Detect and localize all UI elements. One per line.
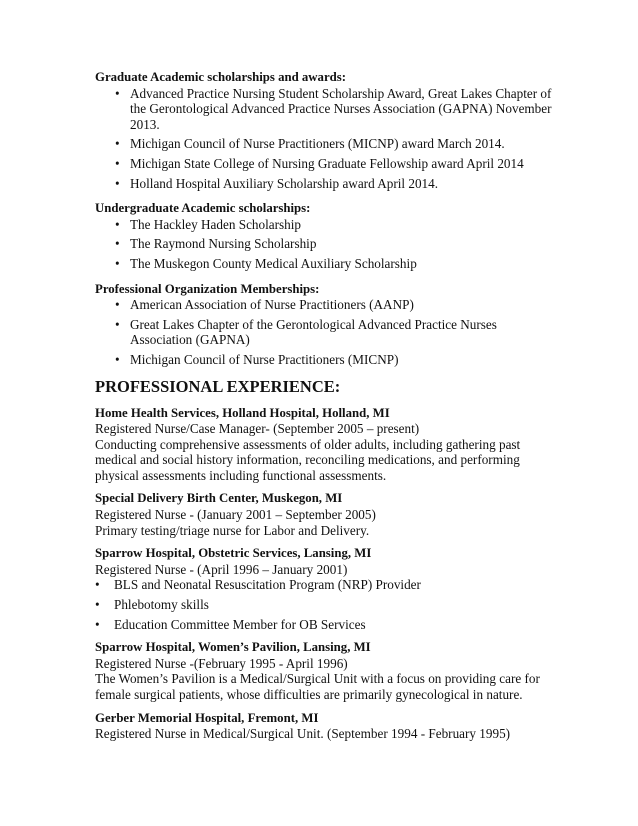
bullet-icon: • [115,136,120,152]
bullet-icon: • [115,316,120,332]
bullet-icon: • [95,577,100,593]
list-item: • The Raymond Nursing Scholarship [115,236,317,252]
bullet-icon: • [115,216,120,232]
bullet-icon: • [95,616,100,632]
list-item: • BLS and Neonatal Resuscitation Program (NRP) Provider [95,577,421,593]
job-bullets [95,577,555,632]
bullet-icon: • [115,297,120,313]
job-role: Registered Nurse - (April 1996 – January 2001) [95,561,348,577]
job-entry [95,640,555,702]
list-item: • Phlebotomy skills [95,597,209,613]
bullet-icon: • [115,351,120,367]
list-item: • The Hackley Haden Scholarship [115,216,302,232]
job-entry [95,406,555,484]
job-role: Registered Nurse in Medical/Surgical Unit. (September 1994 - February 1995) [95,726,511,742]
list-item: • Education Committee Member for OB Services [95,616,366,632]
undergraduate-scholarships-list [95,217,555,272]
job-employer: Sparrow Hospital, Women’s Pavilion, Lansing, MI [95,640,371,655]
graduate-awards-heading: Graduate Academic scholarships and awards: [95,70,346,84]
list-item: • Great Lakes Chapter of the Gerontological Advanced Practice Nurses Association (GAPNA) [115,316,497,348]
job-description: Conducting comprehensive assessments of older adults, including gathering past medical and social history information, reconciling medications, and performing physical assessments including functional assessments. [95,436,521,483]
job-role: Registered Nurse - (January 2001 – September 2005) [95,507,376,523]
list-item: • Michigan Council of Nurse Practitioners (MICNP) award March 2014. [115,136,505,152]
list-item: • American Association of Nurse Practitioners (AANP) [115,297,414,313]
list-item: • Michigan State College of Nursing Graduate Fellowship award April 2014 [115,155,524,171]
job-entry [95,711,555,742]
experience-title: PROFESSIONAL EXPERIENCE: [95,376,341,396]
memberships-list [95,297,555,367]
memberships-section [95,282,555,368]
bullet-icon: • [115,175,120,191]
list-item: • The Muskegon County Medical Auxiliary Scholarship [115,255,417,271]
list-item: • Advanced Practice Nursing Student Scholarship Award, Great Lakes Chapter of the Gerontological Advanced Practice Nurses Association (GAPNA) November 2013. [115,85,552,132]
bullet-icon: • [115,255,120,271]
graduate-awards-list [95,86,555,192]
bullet-icon: • [115,236,120,252]
job-employer: Home Health Services, Holland Hospital, Holland, MI [95,405,390,420]
bullet-icon: • [115,155,120,171]
job-employer: Sparrow Hospital, Obstetric Services, Lansing, MI [95,546,372,561]
job-description: Primary testing/triage nurse for Labor and Delivery. [95,522,370,538]
job-role: Registered Nurse -(February 1995 - April 1996) [95,655,348,671]
job-role: Registered Nurse/Case Manager- (September 2005 – present) [95,421,420,437]
list-item: • Holland Hospital Auxiliary Scholarship award April 2014. [115,175,439,191]
memberships-heading: Professional Organization Memberships: [95,281,320,296]
graduate-awards-section [95,70,555,191]
list-item: • Michigan Council of Nurse Practitioners (MICNP) [115,351,399,367]
job-description: The Women’s Pavilion is a Medical/Surgical Unit with a focus on providing care for female surgical patients, whose difficulties are primarily gynecological in nature. [95,671,540,702]
undergraduate-scholarships-heading: Undergraduate Academic scholarships: [95,201,311,216]
resume-page [95,70,555,742]
job-entry [95,491,555,538]
undergraduate-scholarships-section [95,201,555,271]
bullet-icon: • [115,85,120,101]
bullet-icon: • [95,597,100,613]
experience-section [95,406,555,742]
job-employer: Special Delivery Birth Center, Muskegon, MI [95,491,343,506]
job-entry [95,546,555,632]
job-employer: Gerber Memorial Hospital, Fremont, MI [95,710,319,725]
